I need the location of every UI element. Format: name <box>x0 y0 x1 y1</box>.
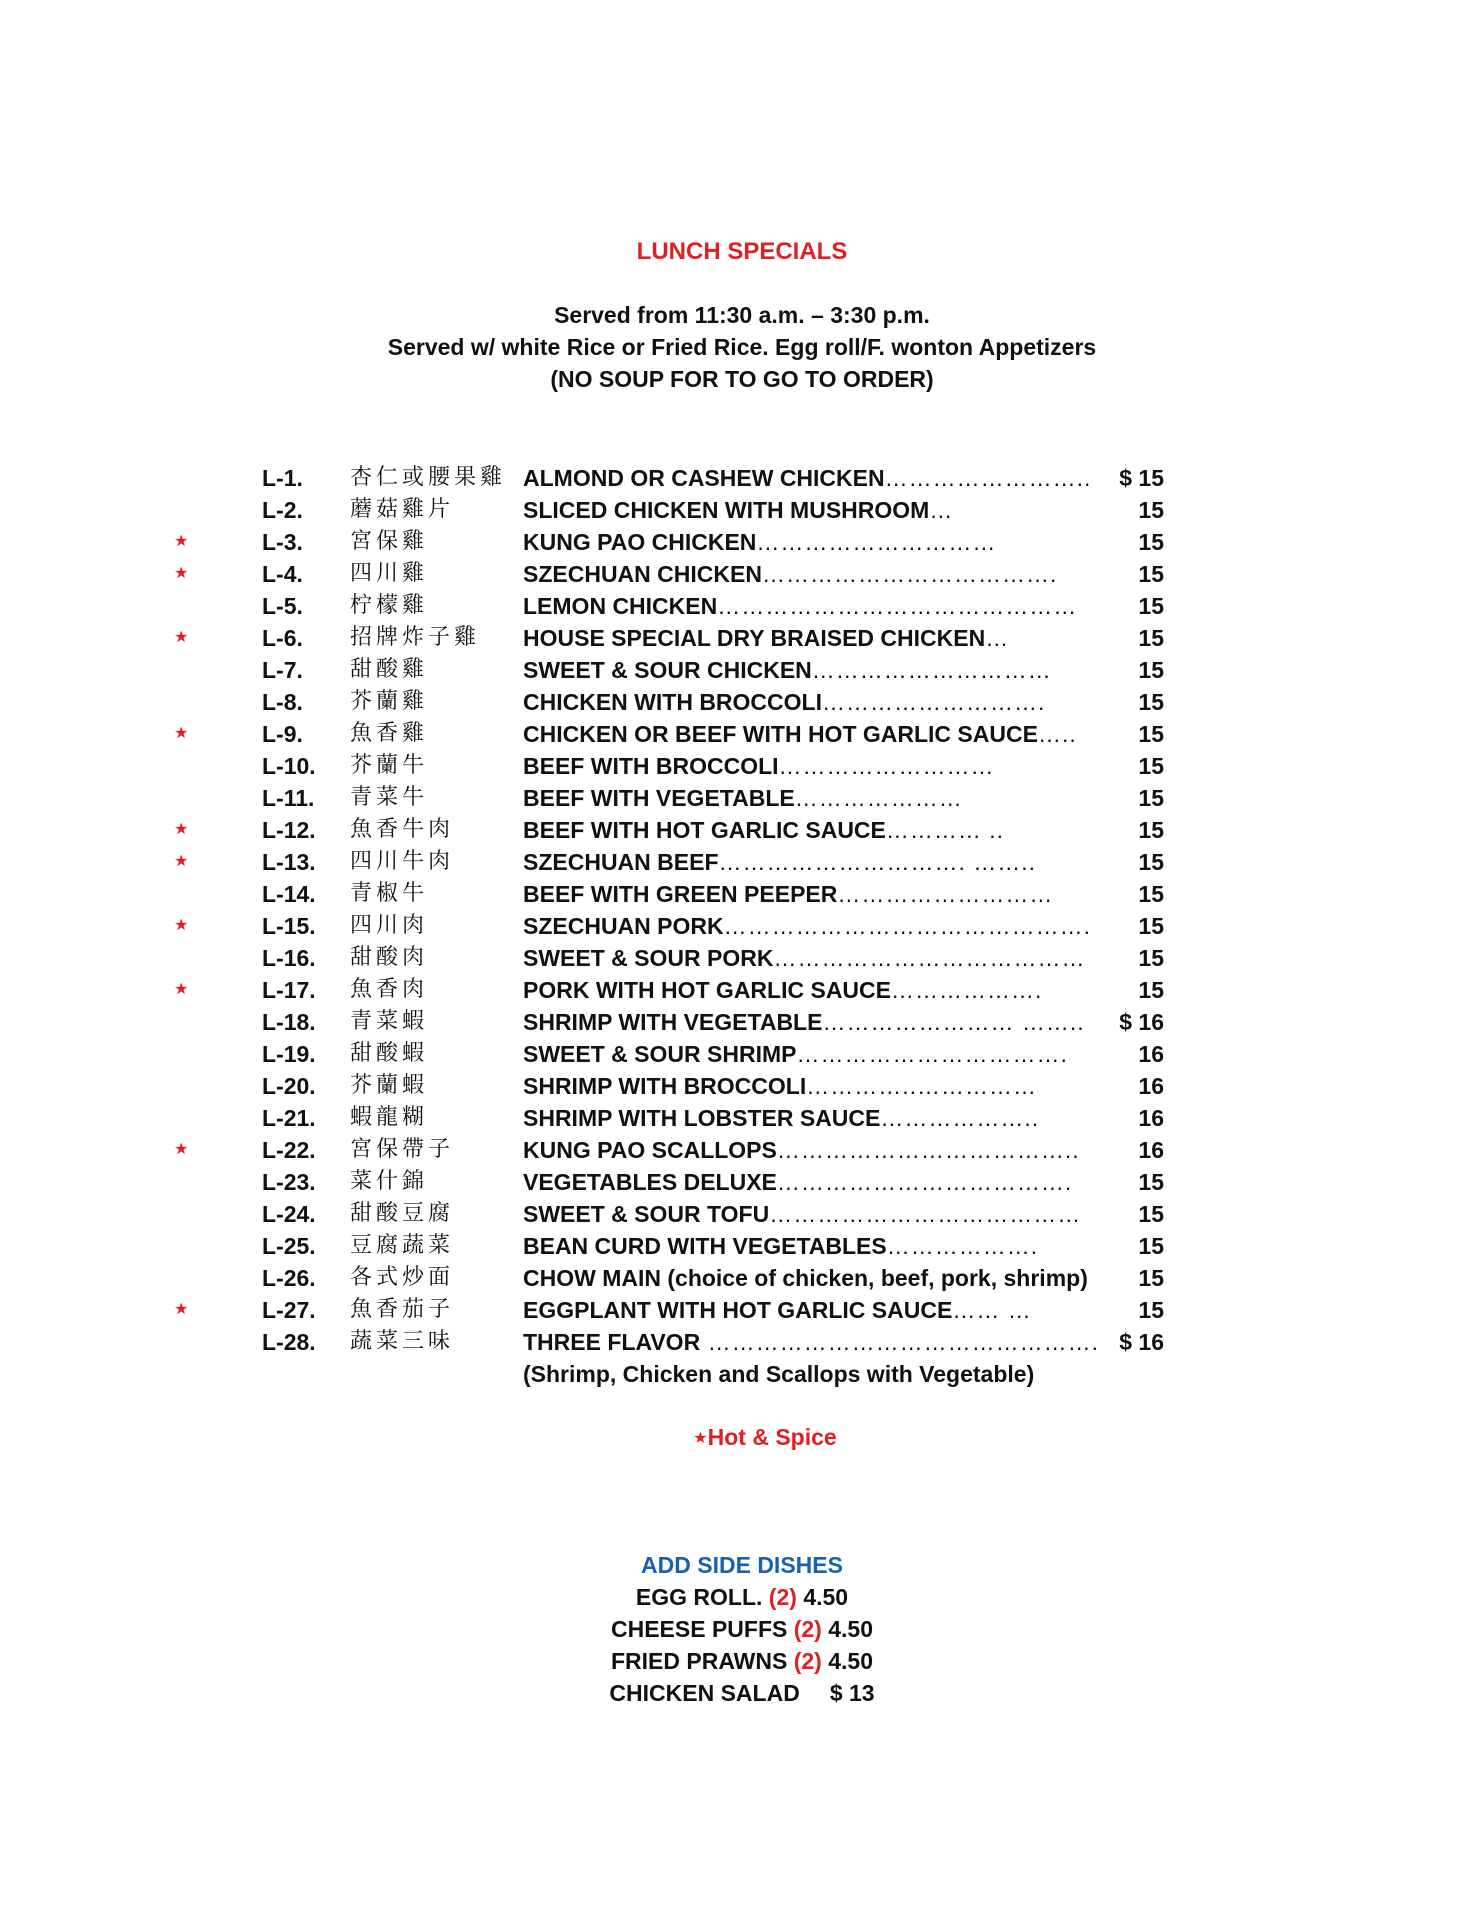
hot-spice-label: Hot & Spice <box>707 1424 837 1450</box>
item-english-name <box>523 622 1009 654</box>
item-name-text: BEEF WITH BROCCOLI <box>523 753 779 779</box>
menu-item-row <box>0 558 1484 590</box>
item-code: L-5. <box>262 593 303 619</box>
menu-item-row <box>0 750 1484 782</box>
side-dish-price: 4.50 <box>803 1584 849 1610</box>
item-price: 15 <box>1138 1169 1164 1195</box>
item-code: L-6. <box>262 625 303 651</box>
item-leader-dots: ……………………… <box>778 753 995 779</box>
item-code: L-12. <box>262 817 316 843</box>
item-name-text: BEEF WITH HOT GARLIC SAUCE <box>523 817 886 843</box>
item-name-text: CHICKEN WITH BROCCOLI <box>523 689 822 715</box>
item-leader-dots: …………………… …….. <box>822 1009 1085 1035</box>
to-go-note: (NO SOUP FOR TO GO TO ORDER) <box>550 366 934 392</box>
item-name-text: LEMON CHICKEN <box>523 593 718 619</box>
item-leader-dots: ………………. <box>891 977 1043 1003</box>
item-name-text: SHRIMP WITH LOBSTER SAUCE <box>523 1105 881 1131</box>
menu-item-row <box>0 1326 1484 1358</box>
item-price: 15 <box>1138 561 1164 587</box>
item-name-text: SWEET & SOUR CHICKEN <box>523 657 812 683</box>
menu-item-row <box>0 718 1484 750</box>
three-flavor-note: (Shrimp, Chicken and Scallops with Vegetable) <box>523 1361 1035 1387</box>
side-dish-item <box>0 1584 1484 1611</box>
item-leader-dots: ………………………………. <box>776 1169 1073 1195</box>
menu-item-row <box>0 814 1484 846</box>
menu-item-row <box>0 1006 1484 1038</box>
item-name-text: HOUSE SPECIAL DRY BRAISED CHICKEN <box>523 625 986 651</box>
item-english-name <box>523 846 1036 878</box>
item-leader-dots: ………………………… <box>811 657 1052 683</box>
item-chinese-name: 四川牛肉 <box>350 849 455 874</box>
menu-item-row <box>0 622 1484 654</box>
item-code: L-13. <box>262 849 316 875</box>
item-price: 15 <box>1138 1233 1164 1259</box>
hot-star-icon: ★ <box>174 725 189 742</box>
item-chinese-name: 魚香牛肉 <box>350 817 455 842</box>
item-leader-dots: …… … <box>952 1297 1032 1323</box>
item-code: L-24. <box>262 1201 316 1227</box>
item-price: 15 <box>1138 785 1164 811</box>
item-code: L-3. <box>262 529 303 555</box>
item-english-name <box>523 1326 1099 1358</box>
item-chinese-name: 青椒牛 <box>350 881 429 906</box>
menu-item-row <box>0 878 1484 910</box>
item-code: L-16. <box>262 945 316 971</box>
item-leader-dots: ……………………………….. <box>776 1137 1080 1163</box>
item-price: 15 <box>1138 753 1164 779</box>
item-english-name <box>523 590 1077 622</box>
menu-item-row <box>0 494 1484 526</box>
menu-item-row <box>0 1166 1484 1198</box>
menu-item-row <box>0 526 1484 558</box>
item-english-name <box>523 814 1004 846</box>
menu-item-row <box>0 1038 1484 1070</box>
item-code: L-28. <box>262 1329 316 1355</box>
item-price: 15 <box>1138 721 1164 747</box>
hot-star-icon: ★ <box>174 1141 189 1158</box>
three-flavor-note-row <box>0 1358 1484 1390</box>
item-price: 15 <box>1138 657 1164 683</box>
item-price: 16 <box>1138 1137 1164 1163</box>
item-leader-dots: ………… .. <box>885 817 1005 843</box>
menu-item-row <box>0 782 1484 814</box>
item-name-text: KUNG PAO CHICKEN <box>523 529 757 555</box>
item-price: 15 <box>1138 881 1164 907</box>
item-chinese-name: 各式炒面 <box>350 1265 455 1290</box>
side-dish-item <box>0 1648 1484 1675</box>
item-price: $ 15 <box>1119 465 1164 491</box>
item-chinese-name: 杏仁或腰果雞 <box>350 465 507 490</box>
menu-item-row <box>0 1070 1484 1102</box>
item-english-name <box>523 1198 1081 1230</box>
item-leader-dots: ……………….. <box>880 1105 1040 1131</box>
item-leader-dots: ….. <box>1037 721 1077 747</box>
side-dish-qty: (2) <box>793 1616 822 1642</box>
item-name-text: KUNG PAO SCALLOPS <box>523 1137 777 1163</box>
item-name-text: SHRIMP WITH BROCCOLI <box>523 1073 807 1099</box>
served-with: Served w/ white Rice or Fried Rice. Egg roll/F. wonton Appetizers <box>387 334 1097 360</box>
item-english-name <box>523 462 1091 494</box>
side-dish-qty: (2) <box>768 1584 797 1610</box>
item-english-name <box>523 1102 1039 1134</box>
item-chinese-name: 豆腐蔬菜 <box>350 1233 455 1258</box>
item-price: 15 <box>1138 625 1164 651</box>
item-english-name <box>523 750 995 782</box>
item-name-text: SHRIMP WITH VEGETABLE <box>523 1009 823 1035</box>
menu-item-row <box>0 1198 1484 1230</box>
item-code: L-4. <box>262 561 303 587</box>
item-code: L-25. <box>262 1233 316 1259</box>
side-dish-price: $ 13 <box>829 1680 875 1706</box>
item-name-text: CHICKEN OR BEEF WITH HOT GARLIC SAUCE <box>523 721 1038 747</box>
item-chinese-name: 芥蘭牛 <box>350 753 429 778</box>
item-english-name <box>523 1262 1088 1294</box>
item-name-text: CHOW MAIN (choice of chicken, beef, pork, shrimp) <box>523 1265 1088 1291</box>
item-name-text: SZECHUAN CHICKEN <box>523 561 762 587</box>
side-dish-price: 4.50 <box>828 1616 874 1642</box>
item-leader-dots: ………………… <box>794 785 963 811</box>
item-chinese-name: 四川雞 <box>350 561 429 586</box>
item-english-name <box>523 1038 1068 1070</box>
item-leader-dots: ………………………………… <box>773 945 1086 971</box>
side-dish-qty: (2) <box>793 1648 822 1674</box>
page-title: LUNCH SPECIALS <box>636 238 848 265</box>
item-leader-dots: ………………………. <box>821 689 1046 715</box>
item-english-name <box>523 974 1042 1006</box>
menu-item-row <box>0 686 1484 718</box>
item-price: 15 <box>1138 945 1164 971</box>
item-price: 15 <box>1138 913 1164 939</box>
item-code: L-26. <box>262 1265 316 1291</box>
item-leader-dots: ………………………… <box>756 529 997 555</box>
item-price: $ 16 <box>1119 1329 1164 1355</box>
item-name-text: SWEET & SOUR TOFU <box>523 1201 770 1227</box>
item-price: 15 <box>1138 593 1164 619</box>
item-price: 15 <box>1138 977 1164 1003</box>
item-price: 15 <box>1138 1265 1164 1291</box>
hot-star-icon: ★ <box>174 629 189 646</box>
item-code: L-14. <box>262 881 316 907</box>
item-chinese-name: 甜酸豆腐 <box>350 1201 455 1226</box>
item-chinese-name: 青菜牛 <box>350 785 429 810</box>
hot-star-icon: ★ <box>174 981 189 998</box>
menu-item-row <box>0 846 1484 878</box>
item-leader-dots: … <box>985 625 1010 651</box>
item-code: L-1. <box>262 465 303 491</box>
item-chinese-name: 四川肉 <box>350 913 429 938</box>
item-name-text: BEEF WITH VEGETABLE <box>523 785 795 811</box>
item-english-name <box>523 494 953 526</box>
item-leader-dots: ……………………… <box>837 881 1054 907</box>
item-english-name <box>523 1006 1085 1038</box>
item-english-name <box>523 558 1057 590</box>
side-dish-name: FRIED PRAWNS <box>610 1648 788 1674</box>
item-english-name <box>523 1294 1032 1326</box>
side-dish-name: CHICKEN SALAD <box>609 1680 800 1706</box>
item-leader-dots: ………………………………… <box>769 1201 1082 1227</box>
menu-item-row <box>0 1294 1484 1326</box>
side-dishes-title: ADD SIDE DISHES <box>641 1552 843 1578</box>
item-english-name <box>523 1230 1038 1262</box>
hot-spice-legend <box>0 1424 1484 1451</box>
item-leader-dots: …………………….. <box>884 465 1092 491</box>
item-chinese-name: 芥蘭蝦 <box>350 1073 429 1098</box>
item-chinese-name: 甜酸雞 <box>350 657 429 682</box>
item-price: 15 <box>1138 817 1164 843</box>
item-price: 15 <box>1138 849 1164 875</box>
item-code: L-19. <box>262 1041 316 1067</box>
item-name-text: PORK WITH HOT GARLIC SAUCE <box>523 977 891 1003</box>
item-chinese-name: 甜酸蝦 <box>350 1041 429 1066</box>
item-chinese-name: 芥蘭雞 <box>350 689 429 714</box>
item-code: L-2. <box>262 497 303 523</box>
item-name-text: SZECHUAN BEEF <box>523 849 719 875</box>
item-price: 15 <box>1138 497 1164 523</box>
menu-item-row <box>0 462 1484 494</box>
side-dish-item <box>0 1616 1484 1643</box>
item-leader-dots: ………………………………. <box>761 561 1058 587</box>
item-code: L-10. <box>262 753 316 779</box>
hot-star-icon: ★ <box>174 853 189 870</box>
served-hours: Served from 11:30 a.m. – 3:30 p.m. <box>554 302 930 328</box>
item-price: 15 <box>1138 529 1164 555</box>
item-chinese-name: 魚香茄子 <box>350 1297 455 1322</box>
item-chinese-name: 宮保雞 <box>350 529 429 554</box>
side-dish-price: 4.50 <box>828 1648 873 1674</box>
item-chinese-name: 菜什錦 <box>350 1169 429 1194</box>
item-code: L-15. <box>262 913 316 939</box>
item-english-name <box>523 526 996 558</box>
item-english-name <box>523 686 1045 718</box>
menu-item-row <box>0 1134 1484 1166</box>
item-chinese-name: 蘑菇雞片 <box>350 497 455 522</box>
menu-item-row <box>0 590 1484 622</box>
item-name-text: VEGETABLES DELUXE <box>523 1169 777 1195</box>
item-english-name <box>523 910 1091 942</box>
menu-item-row <box>0 1230 1484 1262</box>
item-english-name <box>523 718 1077 750</box>
item-chinese-name: 宮保帶子 <box>350 1137 455 1162</box>
item-code: L-11. <box>262 785 315 811</box>
item-english-name <box>523 942 1085 974</box>
item-code: L-22. <box>262 1137 316 1163</box>
hot-star-icon: ★ <box>174 565 189 582</box>
menu-item-row <box>0 974 1484 1006</box>
item-english-name <box>523 654 1052 686</box>
item-english-name <box>523 878 1053 910</box>
item-price: 16 <box>1138 1041 1164 1067</box>
side-dish-item <box>0 1680 1484 1707</box>
menu-item-row <box>0 654 1484 686</box>
item-english-name <box>523 1134 1080 1166</box>
item-chinese-name: 蝦龍糊 <box>350 1105 429 1130</box>
hot-star-icon: ★ <box>174 821 189 838</box>
item-chinese-name: 蔬菜三味 <box>350 1329 455 1354</box>
item-leader-dots: …………………………………………. <box>700 1329 1099 1355</box>
item-leader-dots: …………………………. …….. <box>718 849 1037 875</box>
menu-item-row <box>0 1102 1484 1134</box>
item-code: L-17. <box>262 977 316 1003</box>
item-price: 15 <box>1138 689 1164 715</box>
item-price: 15 <box>1138 1201 1164 1227</box>
item-chinese-name: 柠檬雞 <box>350 593 429 618</box>
item-code: L-7. <box>262 657 303 683</box>
item-leader-dots: ……………………………. <box>796 1041 1068 1067</box>
item-name-text: SWEET & SOUR PORK <box>523 945 774 971</box>
item-name-text: BEAN CURD WITH VEGETABLES <box>523 1233 887 1259</box>
item-code: L-20. <box>262 1073 316 1099</box>
item-code: L-23. <box>262 1169 316 1195</box>
item-name-text: EGGPLANT WITH HOT GARLIC SAUCE <box>523 1297 953 1323</box>
item-name-text: BEEF WITH GREEN PEEPER <box>523 881 838 907</box>
item-code: L-8. <box>262 689 303 715</box>
item-chinese-name: 甜酸肉 <box>350 945 429 970</box>
item-english-name <box>523 1070 1037 1102</box>
item-name-text: SZECHUAN PORK <box>523 913 724 939</box>
side-dish-name: EGG ROLL. <box>635 1584 763 1610</box>
item-name-text: SLICED CHICKEN WITH MUSHROOM <box>523 497 930 523</box>
item-code: L-27. <box>262 1297 316 1323</box>
hot-star-icon: ★ <box>174 917 189 934</box>
item-leader-dots: …………..…………… <box>806 1073 1038 1099</box>
menu-item-row <box>0 942 1484 974</box>
item-price: 16 <box>1138 1073 1164 1099</box>
item-price: 16 <box>1138 1105 1164 1131</box>
item-leader-dots: ………………. <box>886 1233 1039 1259</box>
item-chinese-name: 招牌炸子雞 <box>350 625 481 650</box>
item-code: L-18. <box>262 1009 316 1035</box>
item-code: L-21. <box>262 1105 316 1131</box>
item-leader-dots: … <box>929 497 954 523</box>
item-price: $ 16 <box>1119 1009 1164 1035</box>
hot-star-icon: ★ <box>174 533 189 550</box>
item-leader-dots: ………………………………………. <box>723 913 1092 939</box>
item-chinese-name: 魚香雞 <box>350 721 429 746</box>
item-price: 15 <box>1138 1297 1164 1323</box>
item-chinese-name: 青菜蝦 <box>350 1009 429 1034</box>
item-english-name <box>523 1166 1072 1198</box>
item-name-text: THREE FLAVOR <box>523 1329 701 1355</box>
side-dish-name: CHEESE PUFFS <box>610 1616 788 1642</box>
item-english-name <box>523 782 963 814</box>
item-name-text: ALMOND OR CASHEW CHICKEN <box>523 465 885 491</box>
item-chinese-name: 魚香肉 <box>350 977 429 1002</box>
item-code: L-9. <box>262 721 303 747</box>
menu-item-row <box>0 1262 1484 1294</box>
menu-item-row <box>0 910 1484 942</box>
item-name-text: SWEET & SOUR SHRIMP <box>523 1041 797 1067</box>
hot-star-icon: ★ <box>693 1430 708 1447</box>
item-leader-dots: ……………………………………… <box>717 593 1078 619</box>
hot-star-icon: ★ <box>174 1301 189 1318</box>
